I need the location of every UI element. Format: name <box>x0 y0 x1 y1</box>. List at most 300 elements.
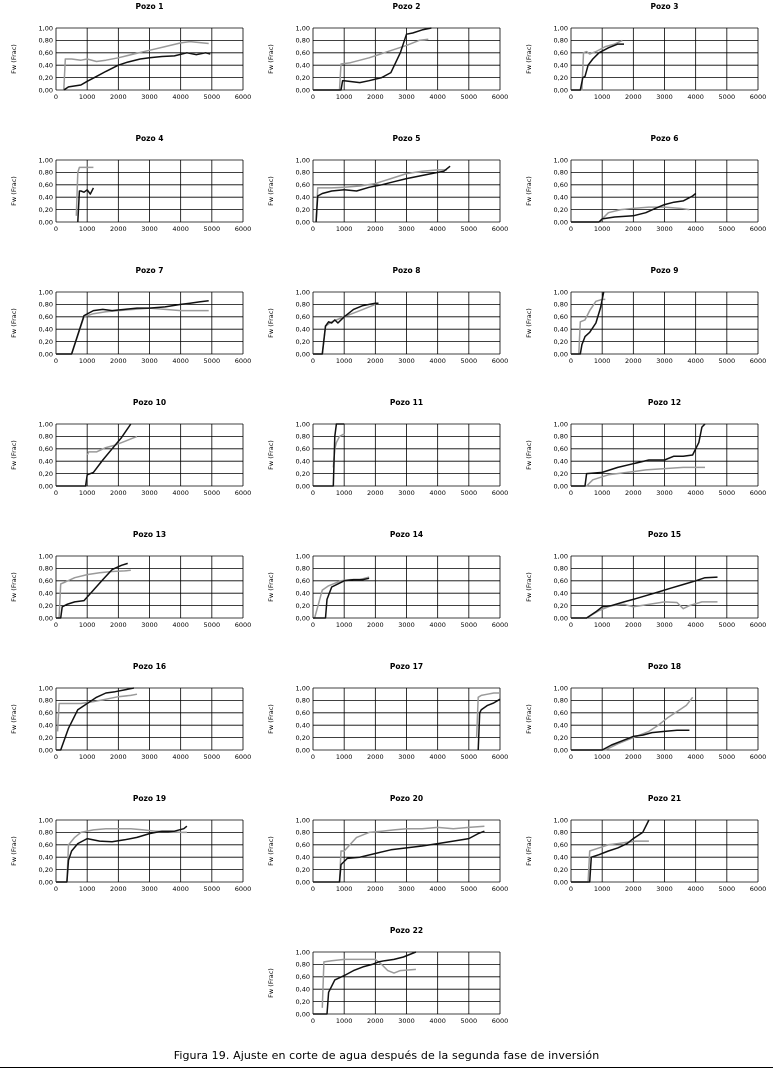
y-axis-label: Fw (Frac) <box>525 308 533 338</box>
chart-panel <box>0 396 258 528</box>
chart-panel <box>0 132 258 264</box>
x-tick-label: 6000 <box>491 885 509 893</box>
x-tick-label: 5000 <box>460 621 478 629</box>
y-axis-label: Fw (Frac) <box>525 44 533 74</box>
y-tick-label: 0,80 <box>295 168 310 177</box>
x-tick-label: 1000 <box>335 885 353 893</box>
x-tick-label: 2000 <box>625 225 642 233</box>
series-line-gray <box>322 959 416 1007</box>
y-tick-label: 0,20 <box>38 733 53 742</box>
x-tick-label: 3000 <box>141 489 158 497</box>
x-tick-label: 0 <box>568 885 574 893</box>
y-tick-label: 0,00 <box>295 86 310 95</box>
y-tick-label: 0,80 <box>38 300 53 309</box>
x-tick-label: 0 <box>53 621 59 629</box>
chart-title: Pozo 8 <box>392 266 421 275</box>
x-tick-label: 1000 <box>78 621 96 629</box>
y-tick-label: 0,60 <box>38 841 53 850</box>
y-axis-label: Fw (Frac) <box>267 968 275 998</box>
y-tick-label: 0,00 <box>38 218 53 227</box>
y-tick-label: 0,80 <box>38 36 53 45</box>
y-tick-label: 0,00 <box>295 1010 310 1019</box>
y-tick-label: 0,60 <box>553 49 568 58</box>
chart-panel <box>0 792 258 924</box>
chart-panel <box>257 396 515 528</box>
y-tick-label: 1,00 <box>295 156 310 165</box>
y-tick-label: 0,60 <box>295 841 310 850</box>
y-tick-label: 0,60 <box>38 181 53 190</box>
y-tick-label: 0,40 <box>295 985 310 994</box>
x-tick-label: 3000 <box>141 93 158 101</box>
x-tick-label: 0 <box>310 885 316 893</box>
chart-svg <box>257 396 515 528</box>
chart-title: Pozo 1 <box>135 2 164 11</box>
y-tick-label: 0,00 <box>553 482 568 491</box>
x-tick-label: 3000 <box>656 621 673 629</box>
x-tick-label: 5000 <box>203 225 221 233</box>
y-tick-label: 0,40 <box>38 457 53 466</box>
x-tick-label: 1000 <box>78 225 96 233</box>
y-tick-label: 0,40 <box>38 325 53 334</box>
x-tick-label: 5000 <box>460 1017 478 1025</box>
chart-title: Pozo 15 <box>647 530 682 539</box>
x-tick-label: 0 <box>53 357 59 365</box>
chart-title: Pozo 21 <box>647 794 682 803</box>
x-tick-label: 2000 <box>110 93 127 101</box>
series-line-black <box>313 831 484 882</box>
x-tick-label: 2000 <box>367 753 384 761</box>
y-tick-label: 1,00 <box>38 24 53 33</box>
y-tick-label: 1,00 <box>38 288 53 297</box>
y-tick-label: 0,00 <box>38 86 53 95</box>
series-line-black <box>316 166 450 222</box>
x-tick-label: 6000 <box>491 225 509 233</box>
chart-svg <box>257 0 515 132</box>
x-tick-label: 2000 <box>110 489 127 497</box>
y-tick-label: 0,20 <box>553 205 568 214</box>
x-tick-label: 1000 <box>593 621 611 629</box>
x-tick-label: 3000 <box>398 885 415 893</box>
y-tick-label: 0,20 <box>38 337 53 346</box>
x-tick-label: 1000 <box>78 885 96 893</box>
x-tick-label: 2000 <box>110 885 127 893</box>
y-tick-label: 0,60 <box>295 49 310 58</box>
y-tick-label: 1,00 <box>553 816 568 825</box>
chart-svg <box>515 396 773 528</box>
x-tick-label: 0 <box>53 93 59 101</box>
series-line-black <box>313 28 431 90</box>
series-line-black <box>313 578 369 618</box>
series-line-gray <box>56 829 187 882</box>
y-tick-label: 1,00 <box>295 24 310 33</box>
x-tick-label: 0 <box>568 357 574 365</box>
y-axis-label: Fw (Frac) <box>267 440 275 470</box>
y-tick-label: 0,60 <box>38 577 53 586</box>
chart-title: Pozo 14 <box>389 530 424 539</box>
x-tick-label: 3000 <box>141 753 158 761</box>
chart-panel <box>257 132 515 264</box>
x-tick-label: 4000 <box>687 225 704 233</box>
y-tick-label: 0,60 <box>553 181 568 190</box>
x-tick-label: 0 <box>310 93 316 101</box>
x-tick-label: 2000 <box>367 621 384 629</box>
series-line-black <box>56 301 209 354</box>
x-tick-label: 0 <box>310 357 316 365</box>
x-tick-label: 5000 <box>203 885 221 893</box>
y-tick-label: 0,40 <box>295 457 310 466</box>
x-tick-label: 6000 <box>749 753 767 761</box>
x-tick-label: 6000 <box>491 753 509 761</box>
y-tick-label: 0,20 <box>295 733 310 742</box>
y-axis-label: Fw (Frac) <box>267 572 275 602</box>
series-line-black <box>78 188 94 222</box>
x-tick-label: 4000 <box>172 93 189 101</box>
chart-title: Pozo 17 <box>389 662 424 671</box>
chart-panel <box>257 660 515 792</box>
chart-svg <box>257 924 515 1056</box>
y-axis-label: Fw (Frac) <box>267 836 275 866</box>
chart-svg <box>515 660 773 792</box>
series-line-gray <box>316 170 447 222</box>
y-tick-label: 0,20 <box>38 601 53 610</box>
y-tick-label: 0,40 <box>38 853 53 862</box>
chart-panel <box>257 0 515 132</box>
y-axis-label: Fw (Frac) <box>10 440 18 470</box>
y-tick-label: 0,00 <box>38 746 53 755</box>
chart-panel <box>0 0 258 132</box>
x-tick-label: 1000 <box>593 753 611 761</box>
chart-title: Pozo 11 <box>389 398 424 407</box>
x-tick-label: 4000 <box>687 93 704 101</box>
chart-panel <box>257 264 515 396</box>
y-axis-label: Fw (Frac) <box>525 704 533 734</box>
x-tick-label: 4000 <box>429 93 446 101</box>
x-tick-label: 4000 <box>172 621 189 629</box>
series-line-black <box>56 826 187 882</box>
y-tick-label: 1,00 <box>38 420 53 429</box>
x-tick-label: 5000 <box>718 621 736 629</box>
chart-svg <box>0 132 258 264</box>
chart-svg <box>257 792 515 924</box>
x-tick-label: 3000 <box>141 225 158 233</box>
y-tick-label: 1,00 <box>38 552 53 561</box>
chart-panel <box>515 792 773 924</box>
y-tick-label: 1,00 <box>295 552 310 561</box>
y-tick-label: 0,40 <box>295 589 310 598</box>
chart-title: Pozo 18 <box>647 662 682 671</box>
y-tick-label: 1,00 <box>553 288 568 297</box>
x-tick-label: 2000 <box>625 621 642 629</box>
y-axis-label: Fw (Frac) <box>267 308 275 338</box>
x-tick-label: 1000 <box>335 1017 353 1025</box>
chart-title: Pozo 6 <box>650 134 679 143</box>
x-tick-label: 3000 <box>656 753 673 761</box>
y-tick-label: 0,20 <box>553 469 568 478</box>
x-tick-label: 2000 <box>625 753 642 761</box>
series-line-gray <box>313 39 428 90</box>
chart-svg <box>257 528 515 660</box>
y-tick-label: 0,00 <box>295 218 310 227</box>
x-tick-label: 1000 <box>78 357 96 365</box>
y-tick-label: 0,60 <box>295 313 310 322</box>
y-tick-label: 0,00 <box>38 350 53 359</box>
y-tick-label: 1,00 <box>553 684 568 693</box>
x-tick-label: 2000 <box>625 489 642 497</box>
y-tick-label: 0,80 <box>553 168 568 177</box>
x-tick-label: 4000 <box>429 225 446 233</box>
y-tick-label: 0,40 <box>553 721 568 730</box>
y-tick-label: 0,20 <box>295 469 310 478</box>
x-tick-label: 6000 <box>234 225 252 233</box>
x-tick-label: 2000 <box>110 753 127 761</box>
x-tick-label: 2000 <box>367 885 384 893</box>
x-tick-label: 4000 <box>429 1017 446 1025</box>
chart-svg <box>515 132 773 264</box>
x-tick-label: 5000 <box>718 225 736 233</box>
x-tick-label: 5000 <box>203 489 221 497</box>
x-tick-label: 6000 <box>234 357 252 365</box>
y-tick-label: 0,20 <box>38 865 53 874</box>
x-tick-label: 4000 <box>687 753 704 761</box>
y-tick-label: 0,00 <box>38 878 53 887</box>
x-tick-label: 0 <box>310 753 316 761</box>
series-line-gray <box>571 841 649 882</box>
y-tick-label: 0,20 <box>553 733 568 742</box>
series-line-black <box>571 292 604 354</box>
y-tick-label: 1,00 <box>295 288 310 297</box>
x-tick-label: 5000 <box>460 489 478 497</box>
chart-svg <box>0 528 258 660</box>
figure-caption: Figura 19. Ajuste en corte de agua después de la segunda fase de inversión <box>173 1049 600 1062</box>
y-tick-label: 0,40 <box>553 457 568 466</box>
y-tick-label: 0,80 <box>38 168 53 177</box>
x-tick-label: 5000 <box>203 753 221 761</box>
x-tick-label: 0 <box>310 225 316 233</box>
y-tick-label: 0,40 <box>553 193 568 202</box>
y-axis-label: Fw (Frac) <box>525 572 533 602</box>
x-tick-label: 4000 <box>429 621 446 629</box>
x-tick-label: 2000 <box>625 885 642 893</box>
y-tick-label: 0,00 <box>553 218 568 227</box>
x-tick-label: 5000 <box>718 93 736 101</box>
x-tick-label: 6000 <box>491 621 509 629</box>
y-tick-label: 1,00 <box>295 816 310 825</box>
y-tick-label: 1,00 <box>553 24 568 33</box>
x-tick-label: 6000 <box>749 225 767 233</box>
chart-panel <box>257 528 515 660</box>
y-tick-label: 0,40 <box>553 325 568 334</box>
x-tick-label: 4000 <box>172 357 189 365</box>
series-line-black <box>56 688 134 750</box>
x-tick-label: 4000 <box>429 489 446 497</box>
chart-panel <box>515 396 773 528</box>
chart-title: Pozo 16 <box>132 662 167 671</box>
chart-svg <box>515 0 773 132</box>
y-tick-label: 0,60 <box>295 577 310 586</box>
y-tick-label: 0,00 <box>553 614 568 623</box>
x-tick-label: 5000 <box>460 753 478 761</box>
x-tick-label: 4000 <box>687 621 704 629</box>
x-tick-label: 0 <box>310 1017 316 1025</box>
chart-svg <box>257 660 515 792</box>
y-tick-label: 0,80 <box>553 564 568 573</box>
series-line-gray <box>571 697 693 750</box>
x-tick-label: 5000 <box>718 753 736 761</box>
x-tick-label: 5000 <box>460 225 478 233</box>
y-tick-label: 0,00 <box>553 746 568 755</box>
series-line-black <box>313 424 344 486</box>
y-tick-label: 0,00 <box>295 614 310 623</box>
x-tick-label: 1000 <box>335 753 353 761</box>
x-tick-label: 5000 <box>718 885 736 893</box>
chart-svg <box>0 264 258 396</box>
y-axis-label: Fw (Frac) <box>525 836 533 866</box>
x-tick-label: 1000 <box>593 885 611 893</box>
y-tick-label: 0,80 <box>295 564 310 573</box>
x-tick-label: 0 <box>310 621 316 629</box>
y-tick-label: 0,00 <box>38 614 53 623</box>
chart-panel <box>515 132 773 264</box>
series-line-gray <box>56 570 131 618</box>
x-tick-label: 3000 <box>656 885 673 893</box>
chart-svg <box>257 132 515 264</box>
x-tick-label: 4000 <box>172 225 189 233</box>
y-tick-label: 0,20 <box>38 469 53 478</box>
y-tick-label: 0,20 <box>295 997 310 1006</box>
x-tick-label: 2000 <box>625 93 642 101</box>
y-tick-label: 0,80 <box>295 960 310 969</box>
chart-svg <box>0 660 258 792</box>
y-tick-label: 1,00 <box>553 420 568 429</box>
chart-svg <box>0 792 258 924</box>
chart-svg <box>257 264 515 396</box>
x-tick-label: 2000 <box>625 357 642 365</box>
x-tick-label: 3000 <box>656 357 673 365</box>
y-tick-label: 0,60 <box>38 49 53 58</box>
y-tick-label: 0,40 <box>295 721 310 730</box>
x-tick-label: 2000 <box>110 357 127 365</box>
x-tick-label: 0 <box>568 489 574 497</box>
y-tick-label: 0,80 <box>553 432 568 441</box>
y-tick-label: 0,80 <box>553 300 568 309</box>
x-tick-label: 3000 <box>398 93 415 101</box>
chart-panel <box>257 792 515 924</box>
chart-panel <box>515 264 773 396</box>
x-tick-label: 5000 <box>460 357 478 365</box>
y-axis-label: Fw (Frac) <box>267 704 275 734</box>
y-tick-label: 0,40 <box>295 325 310 334</box>
y-tick-label: 0,80 <box>38 828 53 837</box>
chart-svg <box>515 792 773 924</box>
y-tick-label: 1,00 <box>295 684 310 693</box>
y-tick-label: 1,00 <box>38 816 53 825</box>
x-tick-label: 3000 <box>398 225 415 233</box>
x-tick-label: 5000 <box>460 885 478 893</box>
series-line-black <box>571 730 689 750</box>
x-tick-label: 3000 <box>656 489 673 497</box>
x-tick-label: 5000 <box>718 357 736 365</box>
y-tick-label: 0,60 <box>553 841 568 850</box>
x-tick-label: 4000 <box>687 885 704 893</box>
series-line-black <box>571 820 649 882</box>
chart-panel <box>515 0 773 132</box>
x-tick-label: 4000 <box>429 753 446 761</box>
chart-svg <box>515 528 773 660</box>
x-tick-label: 3000 <box>398 753 415 761</box>
y-tick-label: 0,20 <box>553 73 568 82</box>
y-tick-label: 1,00 <box>295 948 310 957</box>
y-tick-label: 0,40 <box>38 589 53 598</box>
chart-panel <box>515 528 773 660</box>
x-tick-label: 3000 <box>656 225 673 233</box>
y-tick-label: 0,60 <box>553 709 568 718</box>
x-tick-label: 0 <box>53 753 59 761</box>
y-tick-label: 0,60 <box>38 445 53 454</box>
y-tick-label: 0,00 <box>295 350 310 359</box>
y-axis-label: Fw (Frac) <box>10 308 18 338</box>
x-tick-label: 0 <box>53 885 59 893</box>
x-tick-label: 3000 <box>398 621 415 629</box>
y-tick-label: 0,40 <box>295 853 310 862</box>
y-tick-label: 0,80 <box>295 432 310 441</box>
y-tick-label: 0,80 <box>38 432 53 441</box>
y-tick-label: 0,60 <box>38 313 53 322</box>
chart-title: Pozo 2 <box>392 2 421 11</box>
x-tick-label: 1000 <box>593 225 611 233</box>
y-tick-label: 0,80 <box>553 696 568 705</box>
x-tick-label: 3000 <box>398 1017 415 1025</box>
y-tick-label: 0,40 <box>38 721 53 730</box>
x-tick-label: 0 <box>568 621 574 629</box>
x-tick-label: 6000 <box>491 357 509 365</box>
y-axis-label: Fw (Frac) <box>267 44 275 74</box>
x-tick-label: 6000 <box>749 621 767 629</box>
y-tick-label: 0,80 <box>38 564 53 573</box>
y-tick-label: 0,00 <box>553 350 568 359</box>
chart-panel <box>0 528 258 660</box>
y-tick-label: 0,20 <box>295 601 310 610</box>
x-tick-label: 1000 <box>335 225 353 233</box>
x-tick-label: 4000 <box>429 885 446 893</box>
y-tick-label: 1,00 <box>295 420 310 429</box>
x-tick-label: 1000 <box>335 357 353 365</box>
x-tick-label: 3000 <box>398 489 415 497</box>
x-tick-label: 3000 <box>141 885 158 893</box>
x-tick-label: 4000 <box>429 357 446 365</box>
x-tick-label: 6000 <box>749 885 767 893</box>
y-tick-label: 0,00 <box>295 746 310 755</box>
chart-panel <box>0 264 258 396</box>
chart-title: Pozo 4 <box>135 134 164 143</box>
x-tick-label: 6000 <box>234 93 252 101</box>
x-tick-label: 6000 <box>491 93 509 101</box>
x-tick-label: 1000 <box>335 621 353 629</box>
y-tick-label: 0,20 <box>295 865 310 874</box>
y-tick-label: 0,20 <box>38 73 53 82</box>
series-line-gray <box>87 436 137 455</box>
chart-title: Pozo 13 <box>132 530 167 539</box>
y-tick-label: 0,20 <box>295 337 310 346</box>
y-axis-label: Fw (Frac) <box>10 704 18 734</box>
x-tick-label: 0 <box>568 225 574 233</box>
y-tick-label: 0,40 <box>295 193 310 202</box>
x-tick-label: 0 <box>568 93 574 101</box>
y-axis-label: Fw (Frac) <box>10 176 18 206</box>
chart-title: Pozo 10 <box>132 398 167 407</box>
x-tick-label: 1000 <box>593 489 611 497</box>
x-tick-label: 4000 <box>172 489 189 497</box>
y-tick-label: 0,60 <box>295 973 310 982</box>
